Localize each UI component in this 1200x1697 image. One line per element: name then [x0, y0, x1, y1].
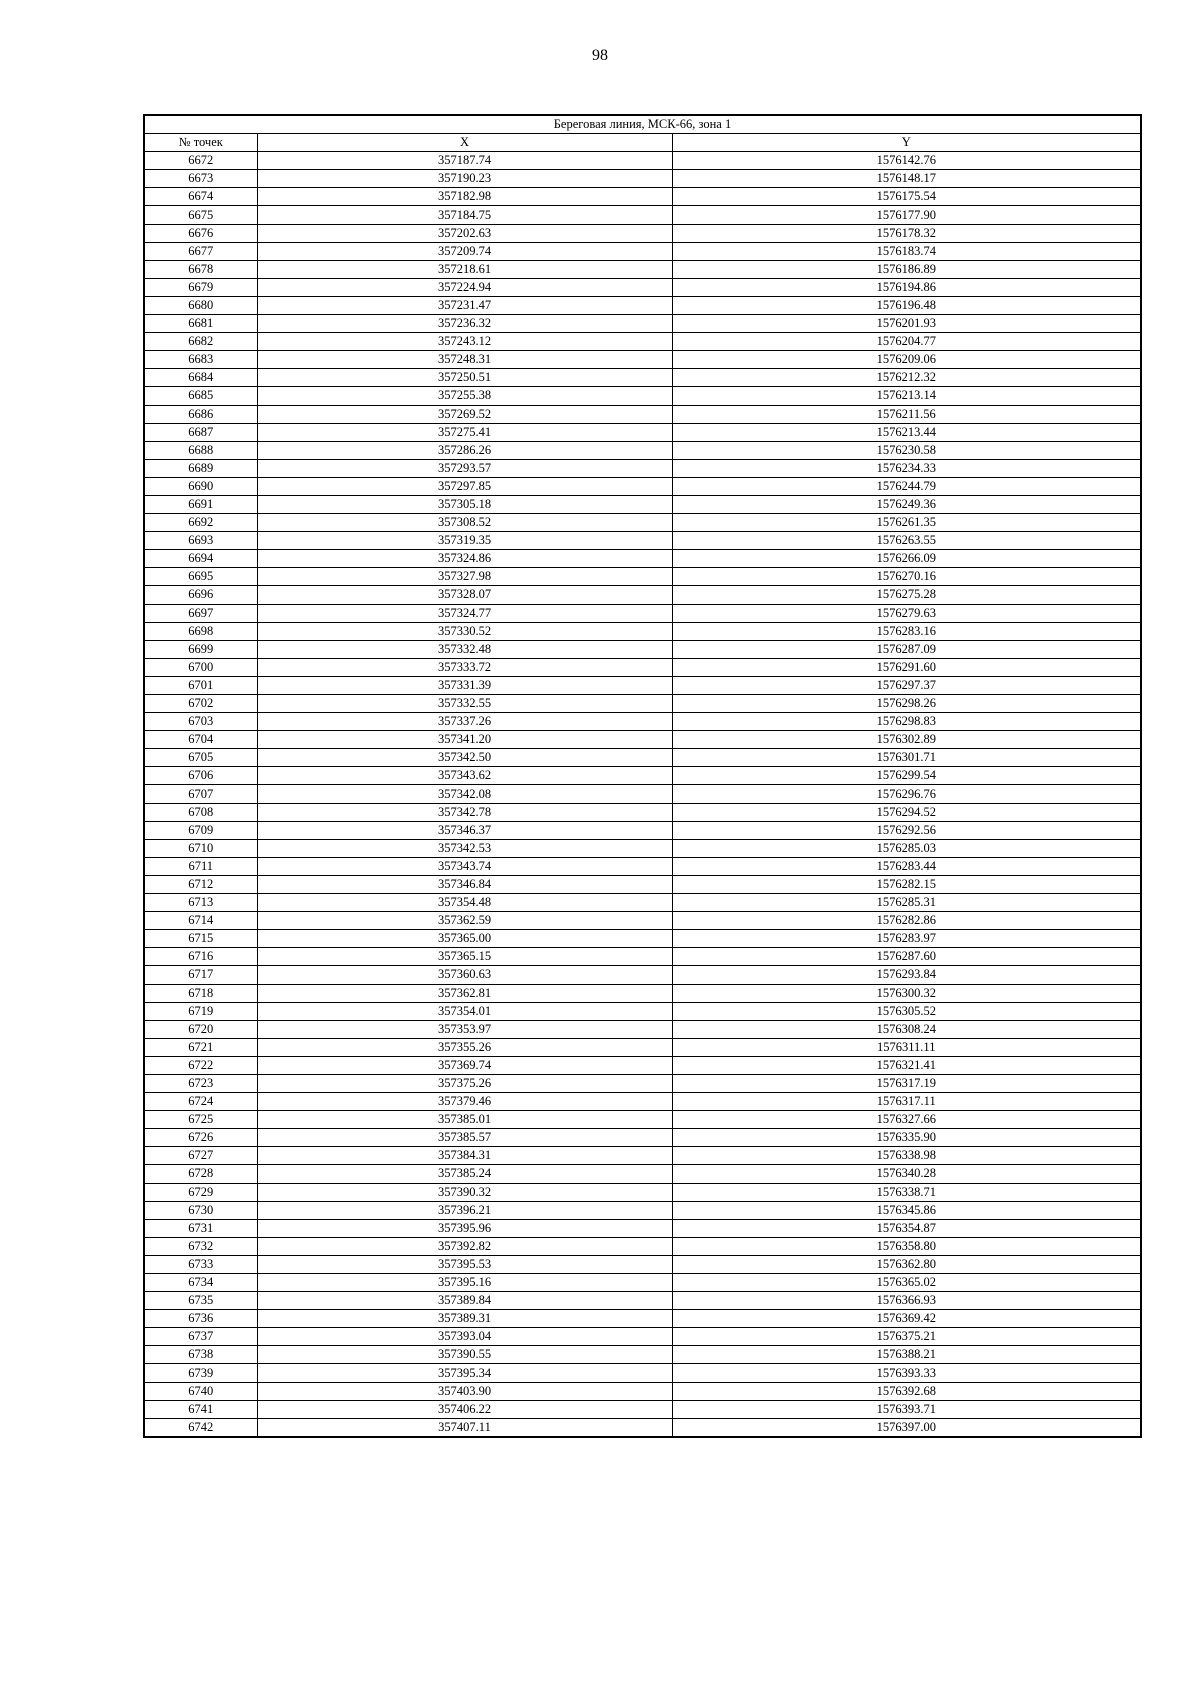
point-number-cell: 6715: [144, 930, 257, 948]
x-coordinate-cell: 357231.47: [257, 296, 672, 314]
y-coordinate-cell: 1576211.56: [672, 405, 1141, 423]
table-row: [144, 405, 1141, 423]
x-coordinate-cell: 357390.32: [257, 1183, 672, 1201]
x-coordinate-cell: 357389.31: [257, 1310, 672, 1328]
y-coordinate-cell: 1576335.90: [672, 1129, 1141, 1147]
table-row: [144, 1255, 1141, 1273]
y-coordinate-cell: 1576321.41: [672, 1056, 1141, 1074]
point-number-cell: 6726: [144, 1129, 257, 1147]
x-coordinate-cell: 357327.98: [257, 568, 672, 586]
point-number-cell: 6722: [144, 1056, 257, 1074]
x-coordinate-cell: 357224.94: [257, 278, 672, 296]
x-coordinate-cell: 357305.18: [257, 495, 672, 513]
table-row: [144, 1093, 1141, 1111]
page-number: 98: [592, 47, 608, 64]
point-number-cell: 6701: [144, 676, 257, 694]
x-coordinate-cell: 357354.48: [257, 894, 672, 912]
point-number-cell: 6742: [144, 1418, 257, 1437]
x-coordinate-cell: 357379.46: [257, 1093, 672, 1111]
point-number-cell: 6700: [144, 658, 257, 676]
x-coordinate-cell: 357248.31: [257, 351, 672, 369]
y-coordinate-cell: 1576175.54: [672, 188, 1141, 206]
x-coordinate-cell: 357333.72: [257, 658, 672, 676]
y-coordinate-cell: 1576365.02: [672, 1274, 1141, 1292]
point-number-cell: 6708: [144, 803, 257, 821]
table-row: [144, 984, 1141, 1002]
table-row: [144, 477, 1141, 495]
point-number-cell: 6675: [144, 206, 257, 224]
table-title-row: [144, 115, 1141, 134]
x-coordinate-cell: 357346.37: [257, 821, 672, 839]
table-row: [144, 532, 1141, 550]
x-coordinate-cell: 357384.31: [257, 1147, 672, 1165]
x-coordinate-cell: 357395.53: [257, 1255, 672, 1273]
table-row: [144, 188, 1141, 206]
x-coordinate-cell: 357385.01: [257, 1111, 672, 1129]
y-coordinate-cell: 1576299.54: [672, 767, 1141, 785]
x-coordinate-cell: 357392.82: [257, 1237, 672, 1255]
point-number-cell: 6684: [144, 369, 257, 387]
table-row: [144, 640, 1141, 658]
table-row: [144, 948, 1141, 966]
x-coordinate-cell: 357337.26: [257, 713, 672, 731]
x-coordinate-cell: 357286.26: [257, 441, 672, 459]
table-row: [144, 785, 1141, 803]
point-number-cell: 6741: [144, 1400, 257, 1418]
point-number-cell: 6727: [144, 1147, 257, 1165]
y-coordinate-cell: 1576302.89: [672, 731, 1141, 749]
y-coordinate-cell: 1576213.44: [672, 423, 1141, 441]
x-coordinate-cell: 357406.22: [257, 1400, 672, 1418]
point-number-cell: 6718: [144, 984, 257, 1002]
table-row: [144, 875, 1141, 893]
table-row: [144, 912, 1141, 930]
table-row: [144, 1129, 1141, 1147]
table-row: [144, 1237, 1141, 1255]
point-number-cell: 6681: [144, 315, 257, 333]
x-coordinate-cell: 357332.48: [257, 640, 672, 658]
y-coordinate-cell: 1576230.58: [672, 441, 1141, 459]
table-row: [144, 441, 1141, 459]
point-number-cell: 6724: [144, 1093, 257, 1111]
point-number-cell: 6687: [144, 423, 257, 441]
y-coordinate-cell: 1576300.32: [672, 984, 1141, 1002]
x-coordinate-cell: 357308.52: [257, 514, 672, 532]
y-coordinate-cell: 1576397.00: [672, 1418, 1141, 1437]
point-number-cell: 6683: [144, 351, 257, 369]
table-row: [144, 1056, 1141, 1074]
table-row: [144, 839, 1141, 857]
x-coordinate-cell: 357407.11: [257, 1418, 672, 1437]
coordinates-table: [143, 114, 1142, 1438]
x-coordinate-cell: 357343.62: [257, 767, 672, 785]
x-coordinate-cell: 357342.53: [257, 839, 672, 857]
y-coordinate-cell: 1576283.97: [672, 930, 1141, 948]
y-coordinate-cell: 1576375.21: [672, 1328, 1141, 1346]
x-coordinate-cell: 357328.07: [257, 586, 672, 604]
y-coordinate-cell: 1576196.48: [672, 296, 1141, 314]
point-number-cell: 6692: [144, 514, 257, 532]
y-coordinate-cell: 1576291.60: [672, 658, 1141, 676]
y-coordinate-cell: 1576186.89: [672, 260, 1141, 278]
x-coordinate-cell: 357385.24: [257, 1165, 672, 1183]
x-coordinate-cell: 357202.63: [257, 224, 672, 242]
table-row: [144, 152, 1141, 170]
table-row: [144, 857, 1141, 875]
y-coordinate-cell: 1576296.76: [672, 785, 1141, 803]
x-coordinate-cell: 357395.96: [257, 1219, 672, 1237]
x-coordinate-cell: 357341.20: [257, 731, 672, 749]
x-coordinate-cell: 357390.55: [257, 1346, 672, 1364]
table-row: [144, 1147, 1141, 1165]
table-row: [144, 1038, 1141, 1056]
table-row: [144, 1219, 1141, 1237]
table-row: [144, 930, 1141, 948]
y-coordinate-cell: 1576358.80: [672, 1237, 1141, 1255]
y-coordinate-cell: 1576194.86: [672, 278, 1141, 296]
x-coordinate-cell: 357354.01: [257, 1002, 672, 1020]
point-number-cell: 6703: [144, 713, 257, 731]
x-coordinate-cell: 357187.74: [257, 152, 672, 170]
point-number-cell: 6705: [144, 749, 257, 767]
table-row: [144, 260, 1141, 278]
table-row: [144, 242, 1141, 260]
point-number-cell: 6714: [144, 912, 257, 930]
table-row: [144, 803, 1141, 821]
table-row: [144, 1020, 1141, 1038]
y-coordinate-cell: 1576282.86: [672, 912, 1141, 930]
table-row: [144, 459, 1141, 477]
table-row: [144, 170, 1141, 188]
x-coordinate-cell: 357395.34: [257, 1364, 672, 1382]
point-number-cell: 6674: [144, 188, 257, 206]
point-number-cell: 6713: [144, 894, 257, 912]
x-coordinate-cell: 357319.35: [257, 532, 672, 550]
table-row: [144, 1346, 1141, 1364]
x-coordinate-cell: 357324.77: [257, 604, 672, 622]
table-row: [144, 278, 1141, 296]
table-row: [144, 604, 1141, 622]
point-number-cell: 6704: [144, 731, 257, 749]
point-number-cell: 6677: [144, 242, 257, 260]
x-coordinate-cell: 357343.74: [257, 857, 672, 875]
point-number-cell: 6702: [144, 695, 257, 713]
x-coordinate-cell: 357362.81: [257, 984, 672, 1002]
y-coordinate-cell: 1576285.03: [672, 839, 1141, 857]
y-coordinate-cell: 1576234.33: [672, 459, 1141, 477]
point-number-cell: 6735: [144, 1292, 257, 1310]
table-row: [144, 495, 1141, 513]
point-number-cell: 6682: [144, 333, 257, 351]
x-coordinate-cell: 357393.04: [257, 1328, 672, 1346]
y-coordinate-cell: 1576294.52: [672, 803, 1141, 821]
y-coordinate-cell: 1576311.11: [672, 1038, 1141, 1056]
point-number-cell: 6679: [144, 278, 257, 296]
x-coordinate-cell: 357403.90: [257, 1382, 672, 1400]
table-row: [144, 767, 1141, 785]
y-coordinate-cell: 1576340.28: [672, 1165, 1141, 1183]
table-row: [144, 1274, 1141, 1292]
point-number-cell: 6730: [144, 1201, 257, 1219]
table-header-row: [144, 134, 1141, 152]
table-row: [144, 894, 1141, 912]
table-row: [144, 1201, 1141, 1219]
y-coordinate-cell: 1576305.52: [672, 1002, 1141, 1020]
point-number-cell: 6717: [144, 966, 257, 984]
y-coordinate-cell: 1576282.15: [672, 875, 1141, 893]
y-coordinate-cell: 1576388.21: [672, 1346, 1141, 1364]
y-coordinate-cell: 1576345.86: [672, 1201, 1141, 1219]
table-row: [144, 1364, 1141, 1382]
y-coordinate-cell: 1576209.06: [672, 351, 1141, 369]
x-coordinate-cell: 357331.39: [257, 676, 672, 694]
x-coordinate-cell: 357375.26: [257, 1074, 672, 1092]
point-number-cell: 6697: [144, 604, 257, 622]
point-number-cell: 6739: [144, 1364, 257, 1382]
y-coordinate-cell: 1576263.55: [672, 532, 1141, 550]
y-coordinate-cell: 1576297.37: [672, 676, 1141, 694]
x-coordinate-cell: 357182.98: [257, 188, 672, 206]
x-coordinate-cell: 357365.15: [257, 948, 672, 966]
table-row: [144, 658, 1141, 676]
table-row: [144, 206, 1141, 224]
table-row: [144, 1382, 1141, 1400]
column-header-point-number: № точек: [144, 134, 257, 152]
point-number-cell: 6733: [144, 1255, 257, 1273]
table-row: [144, 351, 1141, 369]
point-number-cell: 6732: [144, 1237, 257, 1255]
y-coordinate-cell: 1576292.56: [672, 821, 1141, 839]
point-number-cell: 6723: [144, 1074, 257, 1092]
y-coordinate-cell: 1576317.19: [672, 1074, 1141, 1092]
y-coordinate-cell: 1576261.35: [672, 514, 1141, 532]
y-coordinate-cell: 1576327.66: [672, 1111, 1141, 1129]
table-row: [144, 333, 1141, 351]
point-number-cell: 6707: [144, 785, 257, 803]
table-row: [144, 514, 1141, 532]
x-coordinate-cell: 357218.61: [257, 260, 672, 278]
table-row: [144, 1002, 1141, 1020]
y-coordinate-cell: 1576298.26: [672, 695, 1141, 713]
point-number-cell: 6721: [144, 1038, 257, 1056]
point-number-cell: 6691: [144, 495, 257, 513]
y-coordinate-cell: 1576366.93: [672, 1292, 1141, 1310]
x-coordinate-cell: 357346.84: [257, 875, 672, 893]
point-number-cell: 6673: [144, 170, 257, 188]
table-row: [144, 1328, 1141, 1346]
point-number-cell: 6709: [144, 821, 257, 839]
table-body: [144, 152, 1141, 1437]
x-coordinate-cell: 357324.86: [257, 550, 672, 568]
y-coordinate-cell: 1576354.87: [672, 1219, 1141, 1237]
x-coordinate-cell: 357297.85: [257, 477, 672, 495]
point-number-cell: 6736: [144, 1310, 257, 1328]
point-number-cell: 6729: [144, 1183, 257, 1201]
y-coordinate-cell: 1576317.11: [672, 1093, 1141, 1111]
point-number-cell: 6695: [144, 568, 257, 586]
y-coordinate-cell: 1576301.71: [672, 749, 1141, 767]
point-number-cell: 6728: [144, 1165, 257, 1183]
x-coordinate-cell: 357250.51: [257, 369, 672, 387]
x-coordinate-cell: 357360.63: [257, 966, 672, 984]
column-header-y: Y: [672, 134, 1141, 152]
x-coordinate-cell: 357362.59: [257, 912, 672, 930]
point-number-cell: 6719: [144, 1002, 257, 1020]
point-number-cell: 6711: [144, 857, 257, 875]
x-coordinate-cell: 357184.75: [257, 206, 672, 224]
point-number-cell: 6712: [144, 875, 257, 893]
x-coordinate-cell: 357385.57: [257, 1129, 672, 1147]
x-coordinate-cell: 357190.23: [257, 170, 672, 188]
point-number-cell: 6693: [144, 532, 257, 550]
point-number-cell: 6689: [144, 459, 257, 477]
table-row: [144, 821, 1141, 839]
y-coordinate-cell: 1576201.93: [672, 315, 1141, 333]
y-coordinate-cell: 1576308.24: [672, 1020, 1141, 1038]
point-number-cell: 6678: [144, 260, 257, 278]
table-row: [144, 1310, 1141, 1328]
y-coordinate-cell: 1576283.44: [672, 857, 1141, 875]
table-row: [144, 713, 1141, 731]
y-coordinate-cell: 1576392.68: [672, 1382, 1141, 1400]
table-row: [144, 568, 1141, 586]
x-coordinate-cell: 357243.12: [257, 333, 672, 351]
table-row: [144, 676, 1141, 694]
x-coordinate-cell: 357342.50: [257, 749, 672, 767]
point-number-cell: 6710: [144, 839, 257, 857]
y-coordinate-cell: 1576212.32: [672, 369, 1141, 387]
table-row: [144, 224, 1141, 242]
table-row: [144, 1074, 1141, 1092]
point-number-cell: 6686: [144, 405, 257, 423]
point-number-cell: 6688: [144, 441, 257, 459]
point-number-cell: 6734: [144, 1274, 257, 1292]
y-coordinate-cell: 1576369.42: [672, 1310, 1141, 1328]
table-row: [144, 966, 1141, 984]
x-coordinate-cell: 357355.26: [257, 1038, 672, 1056]
y-coordinate-cell: 1576213.14: [672, 387, 1141, 405]
x-coordinate-cell: 357236.32: [257, 315, 672, 333]
table-row: [144, 369, 1141, 387]
x-coordinate-cell: 357332.55: [257, 695, 672, 713]
point-number-cell: 6738: [144, 1346, 257, 1364]
point-number-cell: 6720: [144, 1020, 257, 1038]
point-number-cell: 6740: [144, 1382, 257, 1400]
y-coordinate-cell: 1576287.60: [672, 948, 1141, 966]
y-coordinate-cell: 1576275.28: [672, 586, 1141, 604]
point-number-cell: 6690: [144, 477, 257, 495]
y-coordinate-cell: 1576204.77: [672, 333, 1141, 351]
point-number-cell: 6672: [144, 152, 257, 170]
y-coordinate-cell: 1576142.76: [672, 152, 1141, 170]
point-number-cell: 6725: [144, 1111, 257, 1129]
point-number-cell: 6680: [144, 296, 257, 314]
y-coordinate-cell: 1576249.36: [672, 495, 1141, 513]
point-number-cell: 6694: [144, 550, 257, 568]
table-row: [144, 296, 1141, 314]
table-row: [144, 387, 1141, 405]
y-coordinate-cell: 1576298.83: [672, 713, 1141, 731]
x-coordinate-cell: 357396.21: [257, 1201, 672, 1219]
point-number-cell: 6696: [144, 586, 257, 604]
table-row: [144, 622, 1141, 640]
x-coordinate-cell: 357365.00: [257, 930, 672, 948]
table-row: [144, 586, 1141, 604]
y-coordinate-cell: 1576338.71: [672, 1183, 1141, 1201]
y-coordinate-cell: 1576393.71: [672, 1400, 1141, 1418]
point-number-cell: 6706: [144, 767, 257, 785]
y-coordinate-cell: 1576338.98: [672, 1147, 1141, 1165]
x-coordinate-cell: 357395.16: [257, 1274, 672, 1292]
x-coordinate-cell: 357330.52: [257, 622, 672, 640]
table-row: [144, 1292, 1141, 1310]
point-number-cell: 6685: [144, 387, 257, 405]
x-coordinate-cell: 357293.57: [257, 459, 672, 477]
x-coordinate-cell: 357269.52: [257, 405, 672, 423]
point-number-cell: 6698: [144, 622, 257, 640]
table-row: [144, 1400, 1141, 1418]
point-number-cell: 6737: [144, 1328, 257, 1346]
y-coordinate-cell: 1576279.63: [672, 604, 1141, 622]
y-coordinate-cell: 1576293.84: [672, 966, 1141, 984]
table-row: [144, 315, 1141, 333]
table-row: [144, 749, 1141, 767]
y-coordinate-cell: 1576270.16: [672, 568, 1141, 586]
y-coordinate-cell: 1576244.79: [672, 477, 1141, 495]
table-row: [144, 731, 1141, 749]
x-coordinate-cell: 357353.97: [257, 1020, 672, 1038]
point-number-cell: 6699: [144, 640, 257, 658]
y-coordinate-cell: 1576287.09: [672, 640, 1141, 658]
table-row: [144, 695, 1141, 713]
y-coordinate-cell: 1576178.32: [672, 224, 1141, 242]
x-coordinate-cell: 357342.78: [257, 803, 672, 821]
column-header-x: X: [257, 134, 672, 152]
point-number-cell: 6716: [144, 948, 257, 966]
y-coordinate-cell: 1576283.16: [672, 622, 1141, 640]
table-row: [144, 1418, 1141, 1437]
y-coordinate-cell: 1576362.80: [672, 1255, 1141, 1273]
point-number-cell: 6676: [144, 224, 257, 242]
y-coordinate-cell: 1576177.90: [672, 206, 1141, 224]
x-coordinate-cell: 357342.08: [257, 785, 672, 803]
point-number-cell: 6731: [144, 1219, 257, 1237]
table-row: [144, 550, 1141, 568]
table-title: Береговая линия, МСК-66, зона 1: [144, 115, 1141, 134]
x-coordinate-cell: 357275.41: [257, 423, 672, 441]
x-coordinate-cell: 357209.74: [257, 242, 672, 260]
y-coordinate-cell: 1576393.33: [672, 1364, 1141, 1382]
table-row: [144, 1183, 1141, 1201]
table-row: [144, 1165, 1141, 1183]
x-coordinate-cell: 357255.38: [257, 387, 672, 405]
table-row: [144, 1111, 1141, 1129]
table-row: [144, 423, 1141, 441]
x-coordinate-cell: 357389.84: [257, 1292, 672, 1310]
y-coordinate-cell: 1576183.74: [672, 242, 1141, 260]
y-coordinate-cell: 1576148.17: [672, 170, 1141, 188]
y-coordinate-cell: 1576285.31: [672, 894, 1141, 912]
x-coordinate-cell: 357369.74: [257, 1056, 672, 1074]
y-coordinate-cell: 1576266.09: [672, 550, 1141, 568]
